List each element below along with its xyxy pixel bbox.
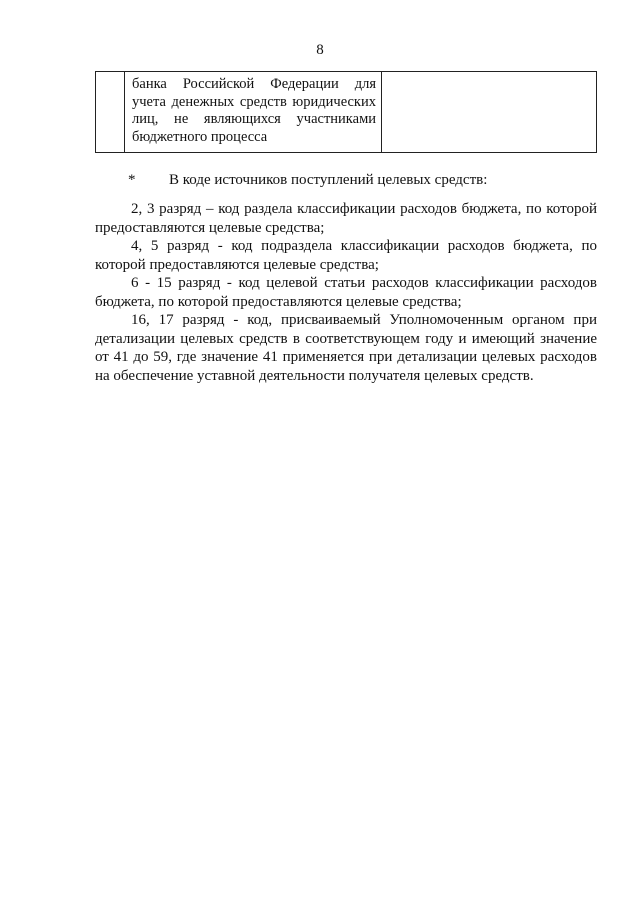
paragraph-line: предоставляются целевые средства; [95,219,325,236]
table-cell-code [96,72,125,152]
paragraph-line: 6 - 15 разряд - код целевой статьи расходов классификации расходов [131,275,597,291]
paragraph-line: от 41 до 59, где значение 41 применяется при детализации целевых расходов [95,349,597,365]
table-name-line: бюджетного процесса [132,128,268,145]
footnote-heading [128,172,487,189]
paragraph-digits-6-15 [95,274,597,311]
paragraph-digits-2-3 [95,200,597,237]
paragraph-digits-4-5 [95,237,597,274]
paragraph-digits-16-17 [95,311,597,385]
paragraph-line: 2, 3 разряд – код раздела классификации расходов бюджета, по которой [131,201,597,217]
table-cell-name [125,72,382,152]
paragraph-line: бюджета, по которой предоставляются целевые средства; [95,293,462,310]
table-cell-value [382,72,596,152]
paragraph-line: которой предоставляются целевые средства; [95,256,379,273]
classification-table [95,71,597,153]
paragraph-line: детализации целевых средств в соответствующем году и имеющий значение [95,330,597,347]
paragraph-line: 4, 5 разряд - код подраздела классификации расходов бюджета, по [131,238,597,254]
page-number: 8 [316,42,324,58]
footnote-marker: * [128,172,136,188]
footnote-heading-text: В коде источников поступлений целевых средств: [169,172,488,188]
paragraph-line: на обеспечение уставной деятельности получателя целевых средств. [95,367,534,384]
table-name-line: лиц, не являющихся участниками [132,111,376,127]
table-name-line: банка Российской Федерации для [132,76,376,92]
table-name-line: учета денежных средств юридических [132,93,376,110]
paragraph-line: 16, 17 разряд - код, присваиваемый Уполномоченным органом при [131,312,597,328]
